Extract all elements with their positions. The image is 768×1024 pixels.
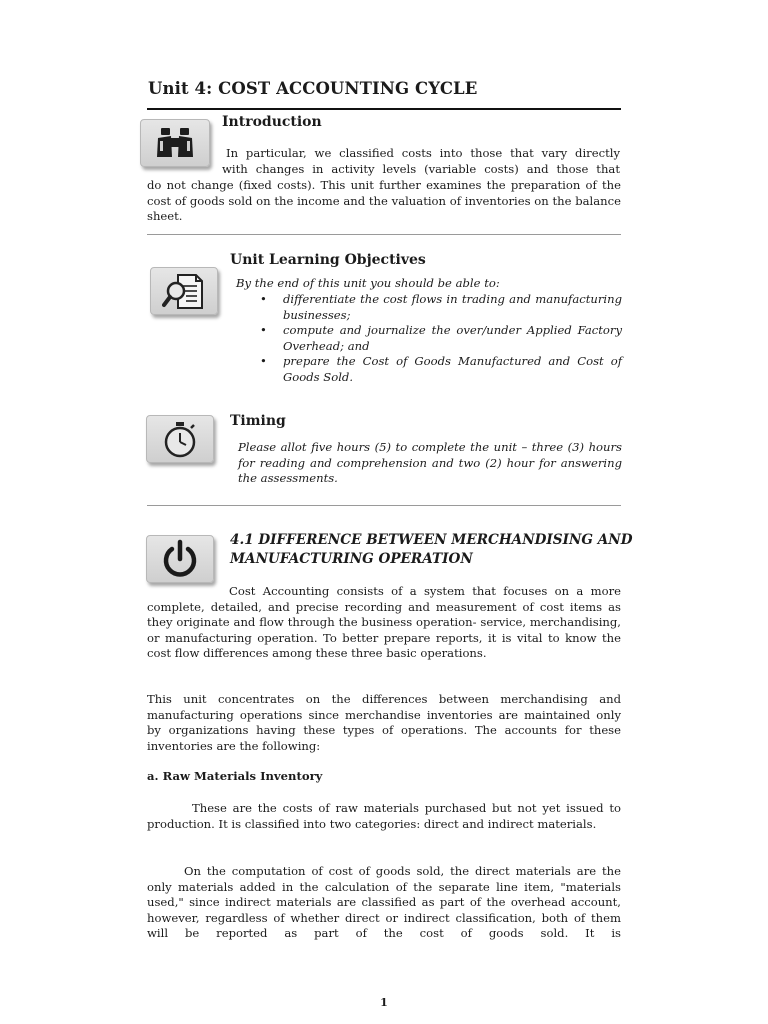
raw-materials-heading: a. Raw Materials Inventory — [147, 769, 323, 783]
objective-item: • prepare the Cost of Goods Manufactured and Cost of Goods Sold. — [236, 354, 622, 385]
timing-text: Please allot five hours (5) to complete the unit – three (3) hours for reading and comprehension and two (2) hour for answering the assessments. — [238, 440, 622, 486]
introduction-line-2: with changes in activity levels (variable costs) and those that — [222, 162, 620, 176]
binoculars-icon — [140, 119, 210, 167]
power-icon — [146, 535, 214, 583]
page-title: Unit 4: COST ACCOUNTING CYCLE — [148, 79, 478, 98]
divider-2 — [147, 505, 621, 506]
title-rule — [147, 108, 621, 110]
objectives-list — [236, 292, 622, 386]
page-number: 1 — [380, 996, 388, 1009]
timing-heading: Timing — [230, 413, 286, 429]
objectives-lead: By the end of this unit you should be able to: — [236, 276, 500, 290]
introduction-line-1: In particular, we classified costs into those that vary directly — [226, 146, 620, 160]
objectives-heading: Unit Learning Objectives — [230, 252, 426, 268]
section-paragraph-4: On the computation of cost of goods sold, the direct materials are the only materials added in the calculation of the separate line item, "materials used," since indirect materials are classified as part of the overhead account, however, regardless of whether direct or indirect classification, both of them will be reported as part of the cost of goods sold. It is — [147, 864, 621, 941]
objective-item: • compute and journalize the over/under Applied Factory Overhead; and — [236, 323, 622, 354]
objective-item: • differentiate the cost flows in trading and manufacturing businesses; — [236, 292, 622, 323]
section-paragraph-2: This unit concentrates on the differences between merchandising and manufacturing operations since merchandise inventories are maintained only by organizations having these types of operations. The accounts for these inventories are the following: — [147, 692, 621, 753]
document-search-icon — [150, 267, 218, 315]
introduction-heading: Introduction — [222, 114, 322, 130]
section-heading-line-1: 4.1 DIFFERENCE BETWEEN MERCHANDISING AND — [230, 532, 633, 548]
section-paragraph-3: These are the costs of raw materials purchased but not yet issued to production. It is classified into two categories: direct and indirect materials. — [147, 801, 621, 831]
introduction-paragraph: do not change (fixed costs). This unit further examines the preparation of the cost of goods sold on the income and the valuation of inventories on the balance sheet. — [147, 178, 621, 224]
stopwatch-icon — [146, 415, 214, 463]
section-heading-line-2: MANUFACTURING OPERATION — [230, 551, 473, 567]
divider-1 — [147, 234, 621, 235]
section-paragraph-1: Cost Accounting consists of a system that focuses on a more complete, detailed, and precise recording and measurement of cost items as they originate and flow through the business operation- service, merchandising, or manufacturing operation. To better prepare reports, it is vital to know the cost flow differences among these three basic operations. — [147, 584, 621, 661]
